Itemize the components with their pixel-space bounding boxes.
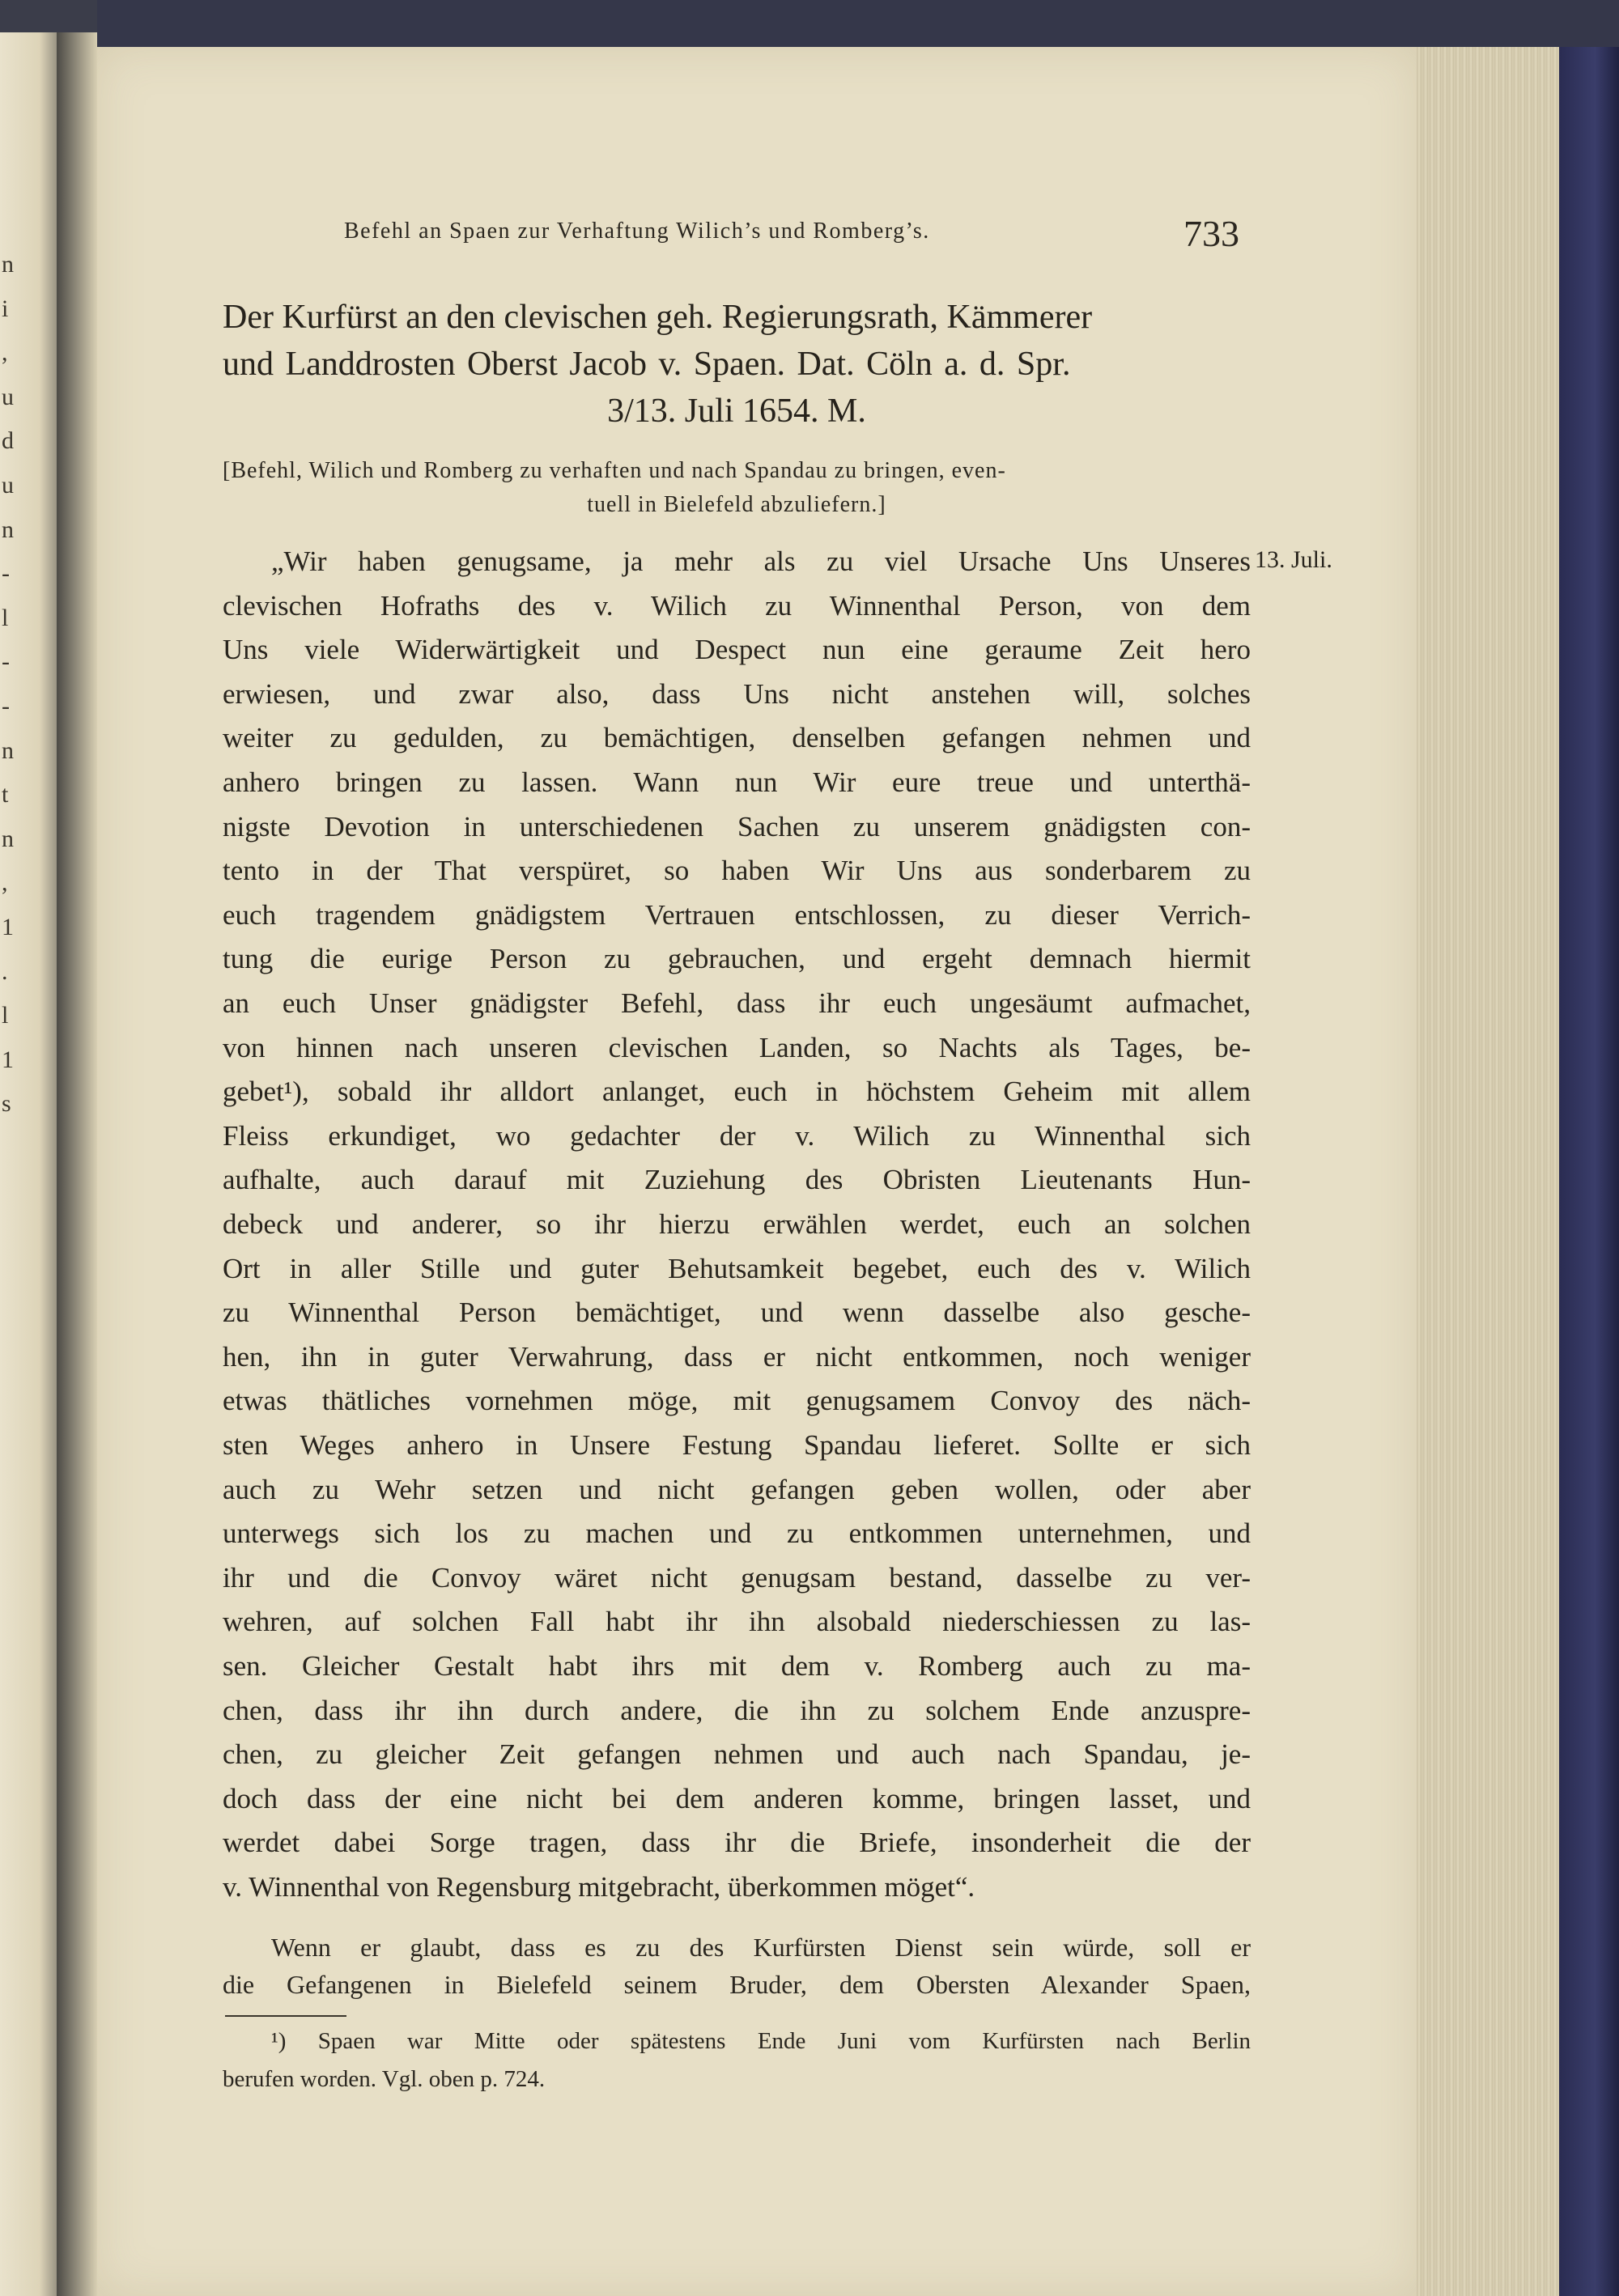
body-line: tento in der That verspüret, so haben Wir Uns aus sonderbarem zu [223,855,1251,887]
summary-line: tuell in Bielefeld abzuliefern.] [587,492,886,517]
body-line: doch dass der eine nicht bei dem anderen komme, bringen lasset, und [223,1782,1251,1814]
body-line: „Wir haben genugsame, ja mehr als zu viel Ursache Uns Unseres [271,545,1251,577]
editorial-note-line: Wenn er glaubt, dass es zu des Kurfürsten Dienst sein würde, soll er [271,1933,1251,1962]
document-title-line: Der Kurfürst an den clevischen geh. Regierungsrath, Kämmerer [223,299,1093,336]
left-page-fragment: . [2,957,8,985]
left-page-fragment: n [2,516,14,543]
binding-shadow [57,32,97,2296]
body-line: sten Weges anhero in Unsere Festung Spandau lieferet. Sollte er sich [223,1429,1251,1461]
left-page-fragment: n [2,736,14,764]
left-page-fragment: l [2,604,9,631]
footnote-line: berufen worden. Vgl. oben p. 724. [223,2066,546,2092]
body-line: werdet dabei Sorge tragen, dass ihr die Briefe, insonderheit die der [223,1827,1251,1859]
body-line: chen, zu gleicher Zeit gefangen nehmen und auch nach Spandau, je- [223,1738,1251,1771]
body-line: von hinnen nach unseren clevischen Landen, so Nachts als Tages, be- [223,1031,1251,1063]
body-line: auch zu Wehr setzen und nicht gefangen geben wollen, oder aber [223,1473,1251,1505]
body-line: tung die eurige Person zu gebrauchen, und ergeht demnach hiermit [223,943,1251,975]
left-page-fragment: i [2,295,9,322]
book-page [97,47,1417,2296]
margin-date-note: 13. Juli. [1255,546,1332,573]
page-number: 733 [1183,213,1239,254]
body-line: sen. Gleicher Gestalt habt ihrs mit dem v. Romberg auch zu ma- [223,1650,1251,1682]
document-title-line: 3/13. Juli 1654. M. [607,393,866,430]
body-line: euch tragendem gnädigstem Vertrauen entschlossen, zu dieser Verrich- [223,898,1251,931]
body-line: hen, ihn in guter Verwahrung, dass er nicht entkommen, noch weniger [223,1340,1251,1373]
body-line: nigste Devotion in unterschiedenen Sachen zu unserem gnädigsten con- [223,810,1251,842]
left-page-fragment: 1 [2,1046,14,1073]
body-line: clevischen Hofraths des v. Wilich zu Winnenthal Person, von dem [223,589,1251,622]
left-page-edge [0,32,57,2296]
body-line: v. Winnenthal von Regensburg mitgebracht, überkommen möget“. [223,1871,975,1903]
body-line: aufhalte, auch darauf mit Zuziehung des Obristen Lieutenants Hun- [223,1164,1251,1196]
summary-line: [Befehl, Wilich und Romberg zu verhaften und nach Spandau zu bringen, even- [223,458,1006,483]
background-top [97,0,1619,47]
body-line: weiter zu gedulden, zu bemächtigen, denselben gefangen nehmen und [223,722,1251,754]
body-line: unterwegs sich los zu machen und zu entkommen unternehmen, und [223,1517,1251,1550]
left-page-fragment: , [2,339,8,367]
left-page-fragment: - [2,648,10,676]
body-line: gebet¹), sobald ihr alldort anlanget, euch in höchstem Geheim mit allem [223,1076,1251,1108]
body-line: an euch Unser gnädigster Befehl, dass ihr euch ungesäumt aufmachet, [223,987,1251,1019]
body-line: debeck und anderer, so ihr hierzu erwählen werdet, euch an solchen [223,1208,1251,1240]
left-page-fragment: l [2,1002,9,1029]
left-page-fragment: u [2,383,14,410]
footnote-line: ¹) Spaen war Mitte oder spätestens Ende Juni vom Kurfürsten nach Berlin [271,2028,1251,2054]
body-line: Ort in aller Stille und guter Behutsamkeit begebet, euch des v. Wilich [223,1252,1251,1284]
left-page-fragment: - [2,693,10,719]
left-page-fragment: 1 [2,914,14,940]
body-line: chen, dass ihr ihn durch andere, die ihn zu solchem Ende anzuspre- [223,1694,1251,1726]
left-page-fragment: n [2,825,14,852]
document-title-line: und Landdrosten Oberst Jacob v. Spaen. Dat. Cöln a. d. Spr. [223,346,1071,383]
left-page-fragment: t [2,781,9,808]
body-line: zu Winnenthal Person bemächtiget, und wenn dasselbe also gesche- [223,1297,1251,1329]
book-cover [1559,47,1619,2296]
body-line: erwiesen, und zwar also, dass Uns nicht anstehen will, solches [223,677,1251,710]
left-page-fragment: s [2,1090,11,1118]
running-head: Befehl an Spaen zur Verhaftung Wilich’s und Romberg’s. [344,219,930,244]
body-line: ihr und die Convoy wäret nicht genugsam bestand, dasselbe zu ver- [223,1561,1251,1594]
left-page-fragment: - [2,560,10,588]
footnote-rule [225,2015,346,2017]
left-page-fragment: n [2,251,14,278]
body-line: wehren, auf solchen Fall habt ihr ihn alsobald niederschiessen zu las- [223,1606,1251,1638]
left-page-fragment: u [2,472,14,499]
editorial-note-line: die Gefangenen in Bielefeld seinem Bruder, dem Obersten Alexander Spaen, [223,1970,1251,1999]
body-line: Fleiss erkundiget, wo gedachter der v. Wilich zu Winnenthal sich [223,1119,1251,1152]
body-line: anhero bringen zu lassen. Wann nun Wir eure treue und unterthä- [223,766,1251,798]
body-line: Uns viele Widerwärtigkeit und Despect nun eine geraume Zeit hero [223,634,1251,666]
page-edges-stack [1415,47,1559,2296]
body-line: etwas thätliches vornehmen möge, mit genugsamem Convoy des näch- [223,1385,1251,1417]
left-page-fragment: , [2,869,8,897]
left-page-fragment: d [2,427,14,455]
